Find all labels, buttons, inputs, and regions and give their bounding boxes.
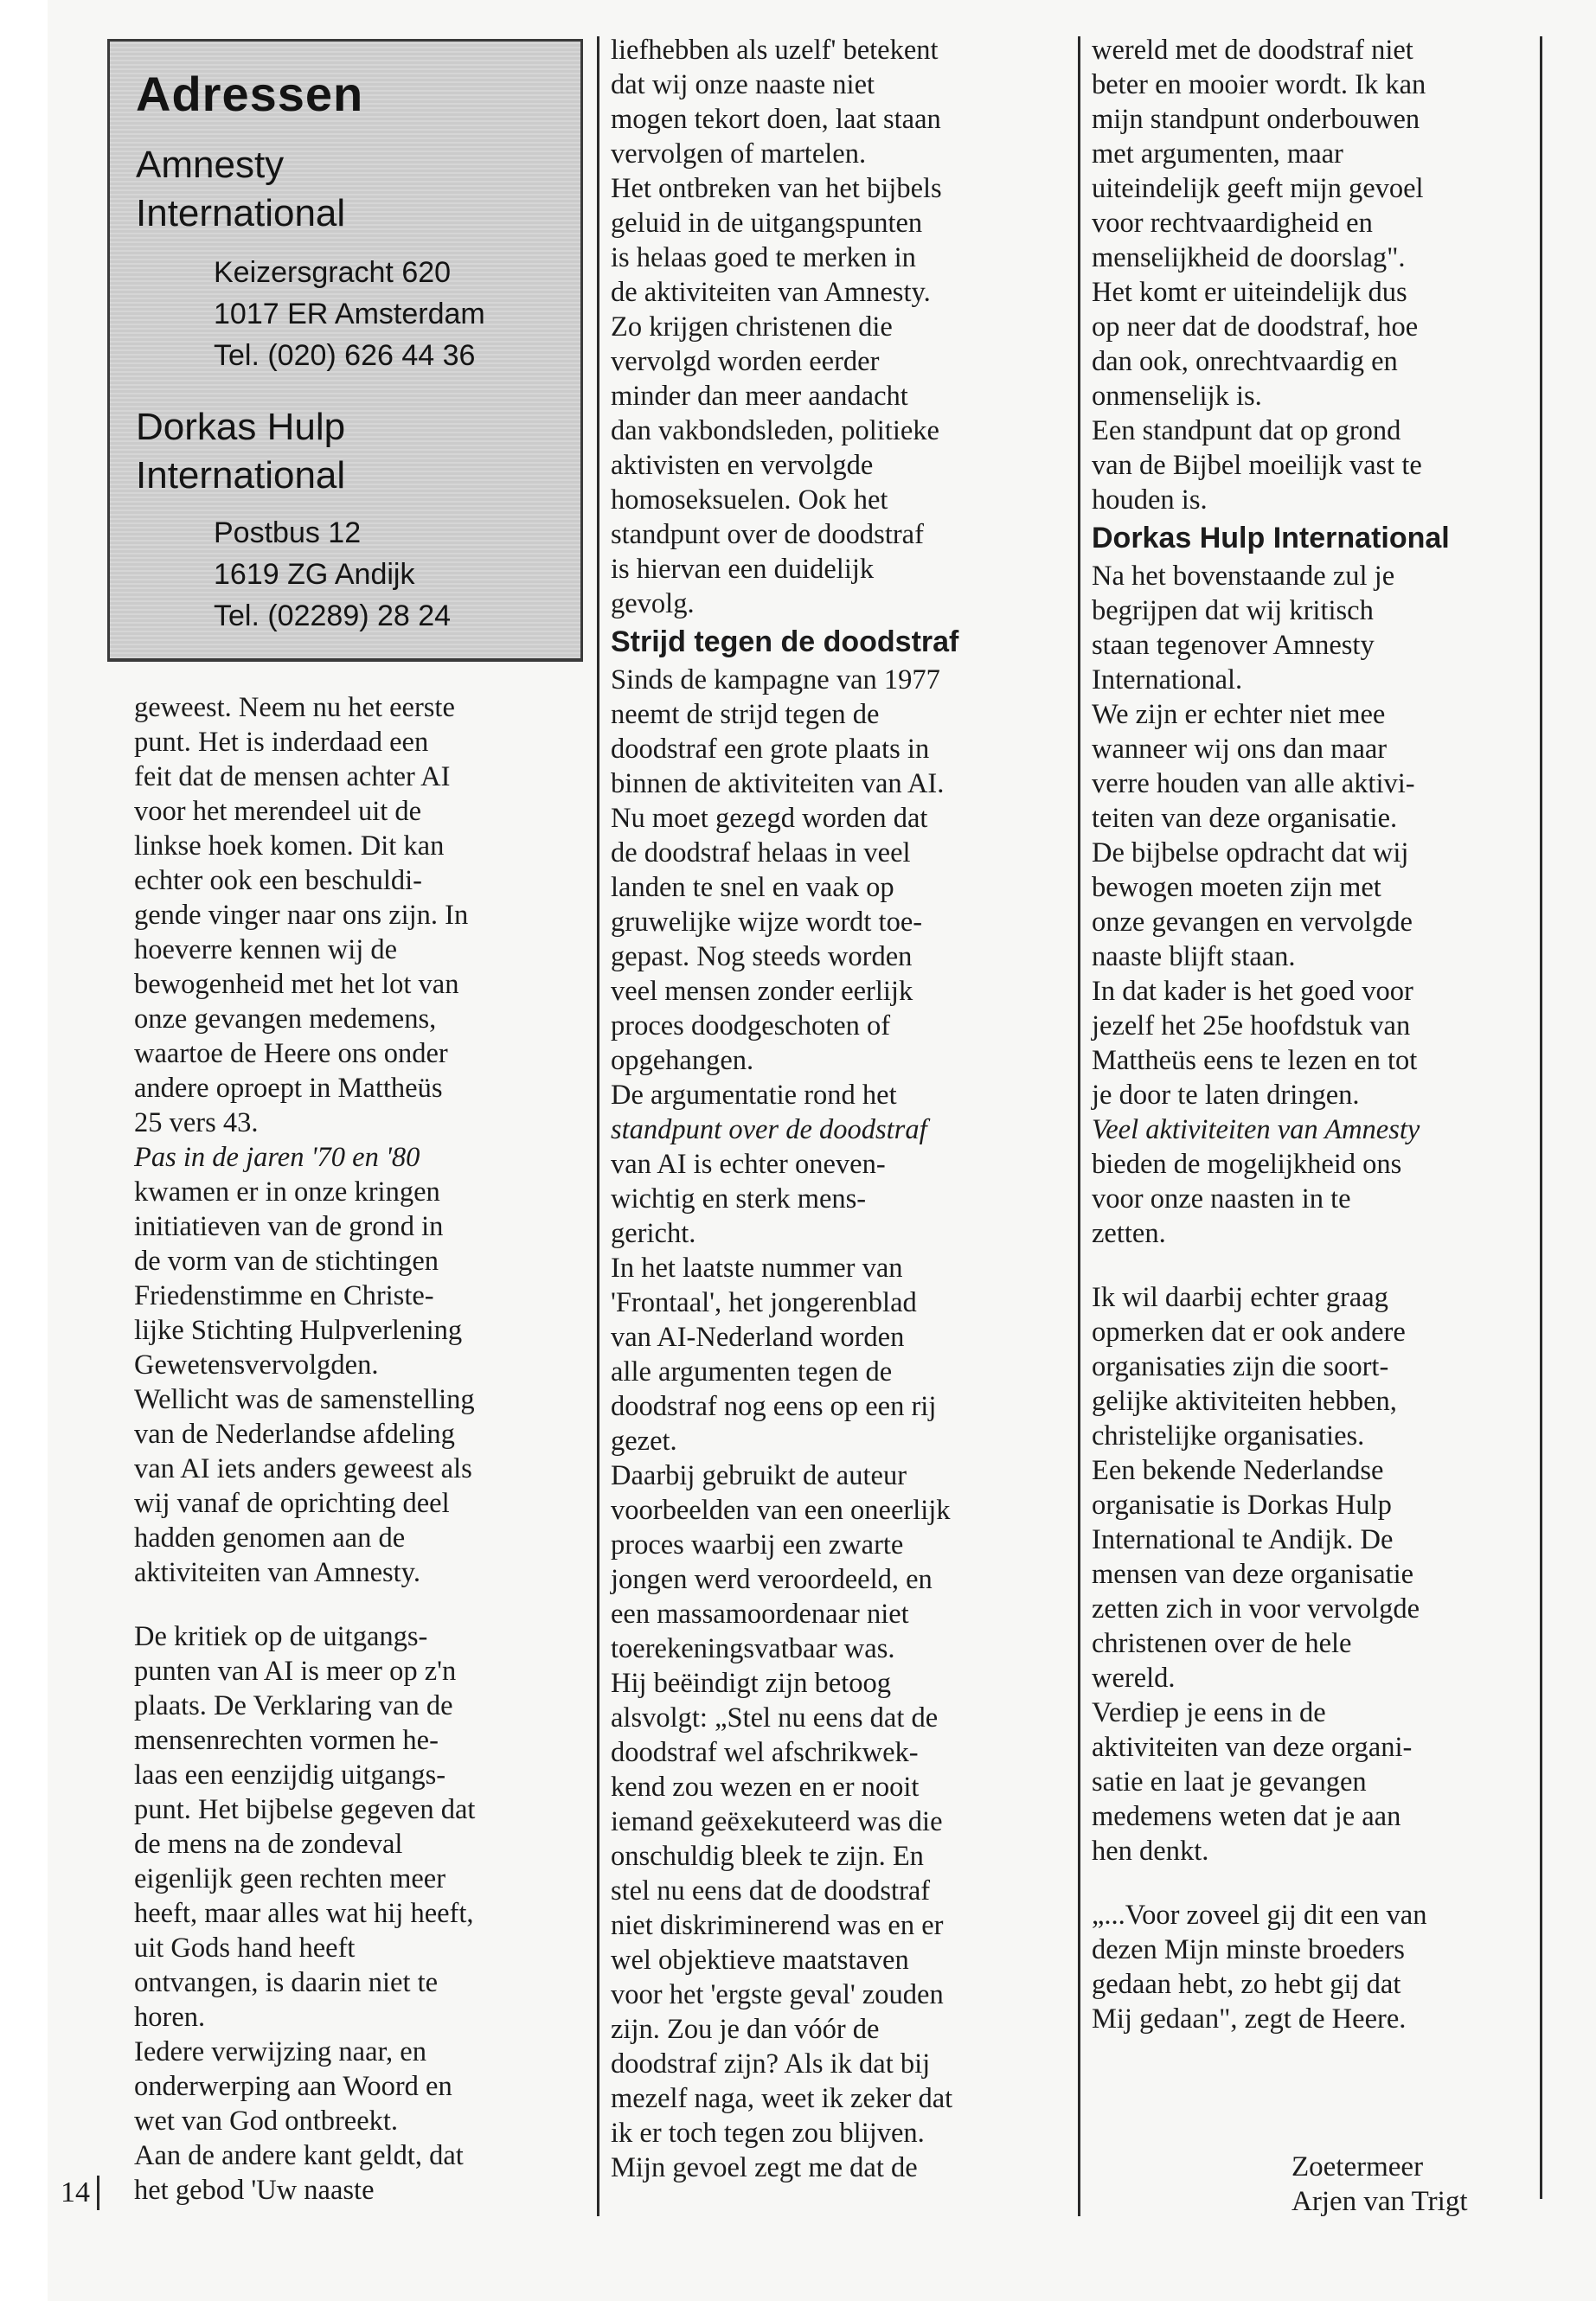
- text-line: je door te laten dringen.: [1092, 1080, 1360, 1111]
- paragraph: [1092, 275, 1450, 413]
- text-line: laas een eenzijdig uitgangs-: [134, 1759, 446, 1791]
- text-line: Aan de andere kant geldt, dat: [134, 2140, 464, 2171]
- text-line: de vorm van de stichtingen: [134, 1246, 439, 1277]
- paragraph: [134, 2138, 475, 2208]
- text-line: Nu moet gezegd worden dat: [611, 803, 928, 834]
- text-line: uiteindelijk geeft mijn gevoel: [1092, 173, 1424, 204]
- text-line: liefhebben als uzelf' betekent: [611, 35, 939, 66]
- text-line: menselijkheid de doorslag".: [1092, 242, 1406, 273]
- text-line: zetten.: [1092, 1218, 1166, 1249]
- paragraph: [1092, 559, 1450, 697]
- column-rule: [1078, 36, 1080, 2216]
- text-line: Hij beëindigt zijn betoog: [611, 1668, 892, 1699]
- text-line: dezen Mijn minste broeders: [1092, 1934, 1405, 1965]
- text-line: gende vinger naar ons zijn. In: [134, 900, 469, 931]
- text-line: Friedenstimme en Christe-: [134, 1280, 434, 1311]
- text-line: medemens weten dat je aan: [1092, 1801, 1401, 1832]
- text-line: stel nu eens dat de doodstraf: [611, 1875, 931, 1907]
- text-line: standpunt over de doodstraf: [611, 519, 924, 550]
- text-line: International te Andijk. De: [1092, 1524, 1394, 1555]
- text-line: van de Bijbel moeilijk vast te: [1092, 450, 1422, 481]
- text-line: In het laatste nummer van: [611, 1253, 903, 1284]
- org-name-dorkas: Dorkas Hulp: [136, 406, 346, 448]
- text-line: In dat kader is het goed voor: [1092, 976, 1413, 1007]
- text-line: alle argumenten tegen de: [611, 1356, 893, 1388]
- text-line: opgehangen.: [611, 1045, 754, 1076]
- text-line: mijn standpunt onderbouwen: [1092, 104, 1420, 135]
- column-1: [134, 690, 475, 2208]
- text-line: jezelf het 25e hoofdstuk van: [1092, 1010, 1411, 1042]
- paragraph: [611, 1458, 958, 1666]
- text-line: gepast. Nog steeds worden: [611, 941, 913, 972]
- text-line: Een standpunt dat op grond: [1092, 415, 1401, 446]
- text-line: heeft, maar alles wat hij heeft,: [134, 1898, 474, 1929]
- text-line: van de Nederlandse afdeling: [134, 1419, 455, 1450]
- text-line: mensenrechten vormen he-: [134, 1725, 439, 1756]
- address-line: Keizersgracht 620: [214, 256, 452, 289]
- paragraph-gap: [1092, 1868, 1450, 1898]
- text-line: voor onze naasten in te: [1092, 1183, 1351, 1215]
- phone-line: Tel. (02289) 28 24: [214, 599, 452, 632]
- text-line: Gewetensvervolgden.: [134, 1349, 379, 1381]
- text-line: International.: [1092, 664, 1243, 695]
- text-line: verre houden van alle aktivi-: [1092, 768, 1415, 799]
- text-line: lijke Stichting Hulpverlening: [134, 1315, 463, 1346]
- text-line: wel objektieve maatstaven: [611, 1945, 909, 1976]
- paragraph: [611, 1666, 958, 2185]
- text-line: onschuldig bleek te zijn. En: [611, 1841, 924, 1872]
- text-line: geweest. Neem nu het eerste: [134, 692, 455, 723]
- paragraph: [134, 690, 475, 1140]
- text-line: ik er toch tegen zou blijven.: [611, 2118, 925, 2149]
- text-line: Verdiep je eens in de: [1092, 1697, 1326, 1728]
- paragraph: [1092, 1280, 1450, 1453]
- paragraph: [1092, 413, 1450, 517]
- text-line: Daarbij gebruikt de auteur: [611, 1460, 907, 1491]
- text-line: andere oproept in Mattheüs: [134, 1073, 443, 1104]
- text-line: plaats. De Verklaring van de: [134, 1690, 453, 1721]
- text-line: mezelf naga, weet ik zeker dat: [611, 2083, 953, 2114]
- text-line: De kritiek op de uitgangs-: [134, 1621, 428, 1652]
- text-line: gevolg.: [611, 588, 695, 619]
- text-line: Iedere verwijzing naar, en: [134, 2036, 426, 2067]
- text-line: wereld met de doodstraf niet: [1092, 35, 1413, 66]
- paragraph: [611, 663, 958, 1078]
- paragraph-gap: [134, 1590, 475, 1619]
- text-line: houden is.: [1092, 484, 1208, 516]
- text-line: minder dan meer aandacht: [611, 381, 908, 412]
- text-line: De argumentatie rond het: [611, 1080, 897, 1111]
- text-line: beter en mooier wordt. Ik kan: [1092, 69, 1426, 100]
- paragraph: [134, 2035, 475, 2138]
- text-line: wij vanaf de oprichting deel: [134, 1488, 450, 1519]
- text-line: proces doodgeschoten of: [611, 1010, 891, 1042]
- paragraph: [1092, 836, 1450, 974]
- text-line: eigenlijk geen rechten meer: [134, 1863, 446, 1894]
- text-line: organisatie is Dorkas Hulp: [1092, 1490, 1392, 1521]
- paragraph: [1092, 33, 1450, 275]
- text-line: begrijpen dat wij kritisch: [1092, 595, 1374, 626]
- text-line: mogen tekort doen, laat staan: [611, 104, 941, 135]
- text-line: Een bekende Nederlandse: [1092, 1455, 1384, 1486]
- paragraph-gap: [1092, 1251, 1450, 1280]
- text-line: uit Gods hand heeft: [134, 1932, 356, 1964]
- text-line: het gebod 'Uw naaste: [134, 2175, 375, 2206]
- bible-quote: [1092, 1898, 1450, 2036]
- text-line: initiatieven van de grond in: [134, 1211, 444, 1242]
- text-line: op neer dat de doodstraf, hoe: [1092, 311, 1419, 343]
- text-line: van AI-Nederland worden: [611, 1322, 905, 1353]
- text-line: wichtig en sterk mens-: [611, 1183, 867, 1215]
- text-line: De bijbelse opdracht dat wij: [1092, 837, 1409, 868]
- text-line: 25 vers 43.: [134, 1107, 259, 1138]
- text-line: neemt de strijd tegen de: [611, 699, 880, 730]
- paragraph: [1092, 974, 1450, 1112]
- text-line: bieden de mogelijkheid ons: [1092, 1149, 1402, 1180]
- text-line: jongen werd veroordeeld, en: [611, 1564, 933, 1595]
- page-edge: [0, 0, 48, 2301]
- text-line: toerekeningsvatbaar was.: [611, 1633, 895, 1664]
- text-line: We zijn er echter niet mee: [1092, 699, 1386, 730]
- text-line: onderwerping aan Woord en: [134, 2071, 452, 2102]
- text-line: onze gevangen medemens,: [134, 1003, 437, 1035]
- text-line: Sinds de kampagne van 1977: [611, 664, 940, 695]
- text-line: alsvolgt: „Stel nu eens dat de: [611, 1702, 939, 1734]
- address-line: Postbus 12: [214, 516, 362, 549]
- text-line: horen.: [134, 2002, 206, 2033]
- text-line: punt. Het is inderdaad een: [134, 727, 429, 758]
- text-line: standpunt over de doodstraf: [611, 1114, 927, 1145]
- text-line: gericht.: [611, 1218, 696, 1249]
- text-line: voorbeelden van een oneerlijk: [611, 1495, 951, 1526]
- text-line: bewogenheid met het lot van: [134, 969, 459, 1000]
- text-line: Het komt er uiteindelijk dus: [1092, 277, 1407, 308]
- paragraph: [611, 171, 958, 621]
- phone-line: Tel. (020) 626 44 36: [214, 339, 476, 372]
- text-line: van AI is echter oneven-: [611, 1149, 886, 1180]
- text-line: met argumenten, maar: [1092, 138, 1343, 170]
- text-line: gezet.: [611, 1426, 677, 1457]
- text-line: doodstraf wel afschrikwek-: [611, 1737, 919, 1768]
- text-line: hadden genomen aan de: [134, 1522, 406, 1554]
- text-line: kwamen er in onze kringen: [134, 1176, 440, 1208]
- text-line: de doodstraf helaas in veel: [611, 837, 911, 868]
- text-line: de aktiviteiten van Amnesty.: [611, 277, 931, 308]
- text-line: wet van God ontbreekt.: [134, 2106, 399, 2137]
- text-line: vervolgd worden eerder: [611, 346, 880, 377]
- paragraph: [134, 1619, 475, 2035]
- text-line: naaste blijft staan.: [1092, 941, 1296, 972]
- text-line: opmerken dat er ook andere: [1092, 1317, 1406, 1348]
- paragraph: [1092, 1695, 1450, 1868]
- author-name: Arjen van Trigt: [1292, 2186, 1468, 2217]
- text-line: Wellicht was de samenstelling: [134, 1384, 475, 1415]
- text-line: voor het 'ergste geval' zouden: [611, 1979, 944, 2010]
- column-rule: [597, 36, 599, 2216]
- text-line: aktiviteiten van deze organi-: [1092, 1732, 1413, 1763]
- text-line: echter ook een beschuldi-: [134, 865, 422, 896]
- address-box-title: Adressen: [136, 67, 364, 121]
- text-line: niet diskriminerend was en er: [611, 1910, 944, 1941]
- text-line: een massamoordenaar niet: [611, 1599, 909, 1630]
- text-line: hen denkt.: [1092, 1836, 1209, 1867]
- text-line: hoeverre kennen wij de: [134, 934, 398, 965]
- text-line: linkse hoek komen. Dit kan: [134, 830, 445, 862]
- text-line: staan tegenover Amnesty: [1092, 630, 1375, 661]
- text-line: Het ontbreken van het bijbels: [611, 173, 942, 204]
- paragraph: [611, 33, 958, 171]
- paragraph: [1092, 697, 1450, 836]
- text-line: wereld.: [1092, 1663, 1176, 1694]
- text-line: landen te snel en vaak op: [611, 872, 894, 903]
- signature-place: Zoetermeer: [1292, 2151, 1424, 2182]
- text-line: satie en laat je gevangen: [1092, 1766, 1367, 1798]
- text-line: Mij gedaan", zegt de Heere.: [1092, 2003, 1407, 2035]
- text-line: zetten zich in voor vervolgde: [1092, 1593, 1420, 1625]
- text-line: vervolgen of martelen.: [611, 138, 867, 170]
- text-line: binnen de aktiviteiten van AI.: [611, 768, 945, 799]
- address-line: 1017 ER Amsterdam: [214, 298, 485, 330]
- column-2: [611, 33, 958, 2185]
- text-line: geluid in de uitgangspunten: [611, 208, 923, 239]
- column-rule: [1540, 36, 1542, 2199]
- paragraph: [134, 1140, 475, 1382]
- text-line: 'Frontaal', het jongerenblad: [611, 1287, 917, 1318]
- text-line: van AI iets anders geweest als: [134, 1453, 472, 1484]
- page-number: 14: [61, 2176, 99, 2210]
- text-line: ontvangen, is daarin niet te: [134, 1967, 439, 1998]
- text-line: teiten van deze organisatie.: [1092, 803, 1398, 834]
- text-line: veel mensen zonder eerlijk: [611, 976, 913, 1007]
- text-line: onmenselijk is.: [1092, 381, 1262, 412]
- text-line: mensen van deze organisatie: [1092, 1559, 1414, 1590]
- paragraph: [1092, 1112, 1450, 1251]
- text-line: christelijke organisaties.: [1092, 1420, 1365, 1452]
- text-line: de mens na de zondeval: [134, 1829, 403, 1860]
- text-line: gruwelijke wijze wordt toe-: [611, 907, 923, 938]
- address-line: 1619 ZG Andijk: [214, 558, 415, 591]
- text-line: Veel aktiviteiten van Amnesty: [1092, 1114, 1420, 1145]
- text-line: Mijn gevoel zegt me dat de: [611, 2152, 918, 2183]
- text-line: Pas in de jaren '70 en '80: [134, 1142, 420, 1173]
- text-line: organisaties zijn die soort-: [1092, 1351, 1389, 1382]
- text-line: onze gevangen en vervolgde: [1092, 907, 1413, 938]
- text-line: punten van AI is meer op z'n: [134, 1656, 457, 1687]
- text-line: aktiviteiten van Amnesty.: [134, 1557, 420, 1588]
- text-line: christenen over de hele: [1092, 1628, 1352, 1659]
- paragraph: [611, 1078, 958, 1251]
- text-line: proces waarbij een zwarte: [611, 1529, 904, 1561]
- text-line: wanneer wij ons dan maar: [1092, 734, 1388, 765]
- text-line: dan vakbondsleden, politieke: [611, 415, 939, 446]
- text-line: Ik wil daarbij echter graag: [1092, 1282, 1388, 1313]
- text-line: feit dat de mensen achter AI: [134, 761, 451, 792]
- text-line: homoseksuelen. Ook het: [611, 484, 888, 516]
- section-heading: Strijd tegen de doodstraf: [611, 625, 959, 658]
- text-line: Zo krijgen christenen die: [611, 311, 893, 343]
- text-line: Na het bovenstaande zul je: [1092, 561, 1395, 592]
- text-line: is helaas goed te merken in: [611, 242, 916, 273]
- paragraph: [1092, 1453, 1450, 1695]
- text-line: gedaan hebt, zo hebt gij dat: [1092, 1969, 1401, 2000]
- paragraph: [611, 1251, 958, 1458]
- section-heading: Dorkas Hulp International: [1092, 522, 1450, 554]
- paragraph: [134, 1382, 475, 1590]
- org-name-amnesty: International: [136, 192, 346, 234]
- text-line: aktivisten en vervolgde: [611, 450, 874, 481]
- address-box: [107, 39, 583, 662]
- text-line: Mattheüs eens te lezen en tot: [1092, 1045, 1418, 1076]
- text-line: doodstraf een grote plaats in: [611, 734, 930, 765]
- text-line: bewogen moeten zijn met: [1092, 872, 1381, 903]
- org-name-amnesty: Amnesty: [136, 144, 285, 186]
- column-3: [1092, 33, 1450, 2036]
- text-line: dat wij onze naaste niet: [611, 69, 875, 100]
- text-line: punt. Het bijbelse gegeven dat: [134, 1794, 476, 1825]
- text-line: „...Voor zoveel gij dit een van: [1092, 1900, 1427, 1931]
- text-line: doodstraf nog eens op een rij: [611, 1391, 937, 1422]
- text-line: iemand geëxekuteerd was die: [611, 1806, 943, 1837]
- text-line: voor rechtvaardigheid en: [1092, 208, 1373, 239]
- text-line: kend zou wezen en er nooit: [611, 1772, 920, 1803]
- text-line: waartoe de Heere ons onder: [134, 1038, 448, 1069]
- text-line: is hiervan een duidelijk: [611, 554, 875, 585]
- text-line: doodstraf zijn? Als ik dat bij: [611, 2048, 931, 2080]
- text-line: dan ook, onrechtvaardig en: [1092, 346, 1398, 377]
- text-line: gelijke aktiviteiten hebben,: [1092, 1386, 1397, 1417]
- org-name-dorkas: International: [136, 454, 346, 497]
- text-line: voor het merendeel uit de: [134, 796, 422, 827]
- text-line: zijn. Zou je dan vóór de: [611, 2014, 880, 2045]
